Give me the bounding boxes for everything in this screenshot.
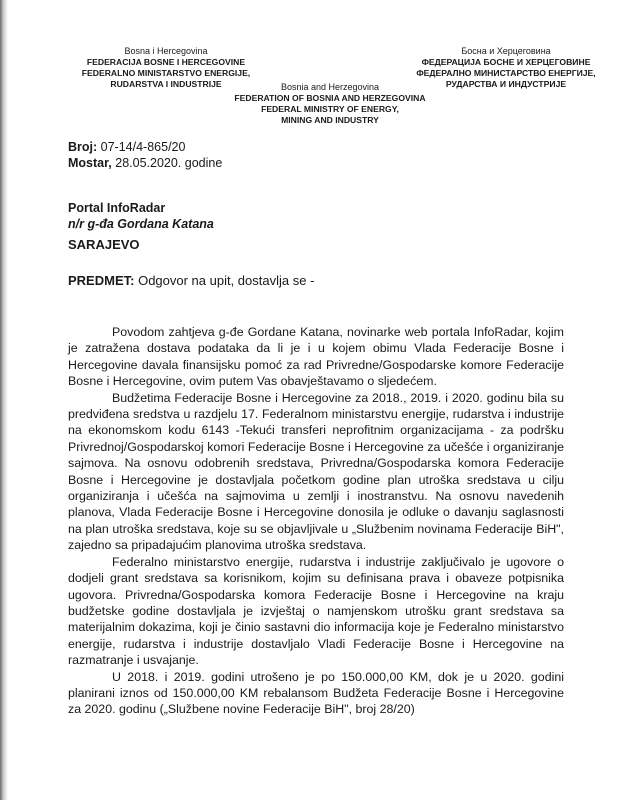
letterhead-line: ФЕДЕРАЦИЈА БОСНЕ И ХЕРЦЕГОВИНЕ: [421, 57, 591, 67]
letterhead-english: [230, 82, 430, 126]
document-reference: [68, 139, 222, 171]
letterhead-line: FEDERAL MINISTRY OF ENERGY,: [261, 104, 399, 114]
letterhead-line: ФЕДЕРАЛНО МИНИСТАРСТВО ЕНЕРГИЈЕ,: [416, 68, 596, 78]
reference-number-label: Broj:: [68, 140, 98, 154]
subject-label: PREDMET:: [68, 273, 135, 288]
letterhead-line: Bosna i Hercegovina: [124, 46, 208, 56]
body-paragraph: Povodom zahtjeva g-đe Gordane Katana, novinarke web portala InfoRadar, kojim je zatražena dostava podataka da li je i u kojem obimu Vlada Federacije Bosne i Hercegovine davala finansijsku pomoć za rad Privredne/Gospodarske komore Federacije Bosne i Hercegovine, ovim putem Vas obavještavamo o sljedećem.: [68, 325, 564, 389]
place-date-line: [68, 155, 222, 171]
letterhead-cyrillic: [406, 46, 606, 90]
letterhead-line: FEDERACIJA BOSNE I HERCEGOVINE: [86, 57, 246, 67]
letterhead-line: Босна и Херцеговина: [461, 46, 551, 56]
place-label: Mostar,: [68, 156, 112, 170]
letterhead-line: RUDARSTVA I INDUSTRIJE: [110, 79, 222, 89]
recipient-block: [68, 200, 214, 232]
letterhead-line: Bosnia and Herzegovina: [280, 82, 380, 92]
recipient-city: SARAJEVO: [68, 237, 140, 252]
reference-number-line: [68, 139, 222, 155]
body-paragraph: Federalno ministarstvo energije, rudarstva i industrije zaključivalo je ugovore o dodjeli grant sredstava sa korisnikom, kojim su definisana prava i obaveze potpisnika ugovora. Privredna/Gospodarska komora Federacije Bosne i Hercegovine na kraju budžetske godine dostavljala je izvještaj o namjenskom utrošku grant sredstava sa materijalnim dokazima, koji je činio sastavni dio informacija koje je Federalno ministarstvo energije, rudarstva i industrije dostavljalo Vladi Federacije Bosne i Hercegovine na razmatranje i usvajanje.: [68, 554, 564, 668]
letter-body: [68, 324, 564, 718]
scan-edge-shadow: [0, 0, 8, 800]
reference-number-value: 07-14/4-865/20: [100, 140, 186, 154]
subject-line: [68, 273, 314, 288]
letterhead-line: MINING AND INDUSTRY: [281, 115, 379, 125]
body-paragraph: U 2018. i 2019. godini utrošeno je po 150.000,00 KM, dok je u 2020. godini planirani iznos od 150.000,00 KM rebalansom Budžeta Federacije Bosne i Hercegovine za 2020. godinu („Službene novine Federacije BiH", broj 28/20): [68, 669, 564, 717]
body-paragraph: Budžetima Federacije Bosne i Hercegovine za 2018., 2019. i 2020. godinu bila su predviđena sredstva u razdjelu 17. Federalnom ministarstvu energije, rudarstva i industrije na ekonomskom kodu 6143 -Tekući transferi neprofitnim organizacijama - za podršku Privrednoj/Gospodarskoj komori Federacije Bosne i Hercegovine za učešće i organiziranje sajmova. Na osnovu odobrenih sredstava, Privredna/Gospodarska komora Federacije Bosne i Hercegovine je dostavljala početkom godine plan utroška sredstava u cilju organiziranja i učešća na sajmovima u zemlji i inostranstvu. Na osnovu navedenih planova, Vlada Federacije Bosne i Hercegovine donosila je odluke o davanju saglasnosti na plan utroška sredstava, koje su se objavljivale u „Službenim novinama Federacije BiH", zajedno sa pripadajućim planovima utroška sredstava.: [68, 390, 564, 553]
letterhead-line: РУДАРСТВА И ИНДУСТРИЈЕ: [445, 79, 567, 89]
letterhead-line: FEDERATION OF BOSNIA AND HERZEGOVINA: [234, 93, 426, 103]
date-value: 28.05.2020. godine: [115, 156, 223, 170]
recipient-attention: n/r g-đa Gordana Katana: [68, 217, 214, 231]
letterhead-line: FEDERALNO MINISTARSTVO ENERGIJE,: [81, 68, 251, 78]
subject-text: Odgovor na upit, dostavlja se -: [138, 273, 315, 288]
recipient-name: Portal InfoRadar: [68, 201, 166, 215]
